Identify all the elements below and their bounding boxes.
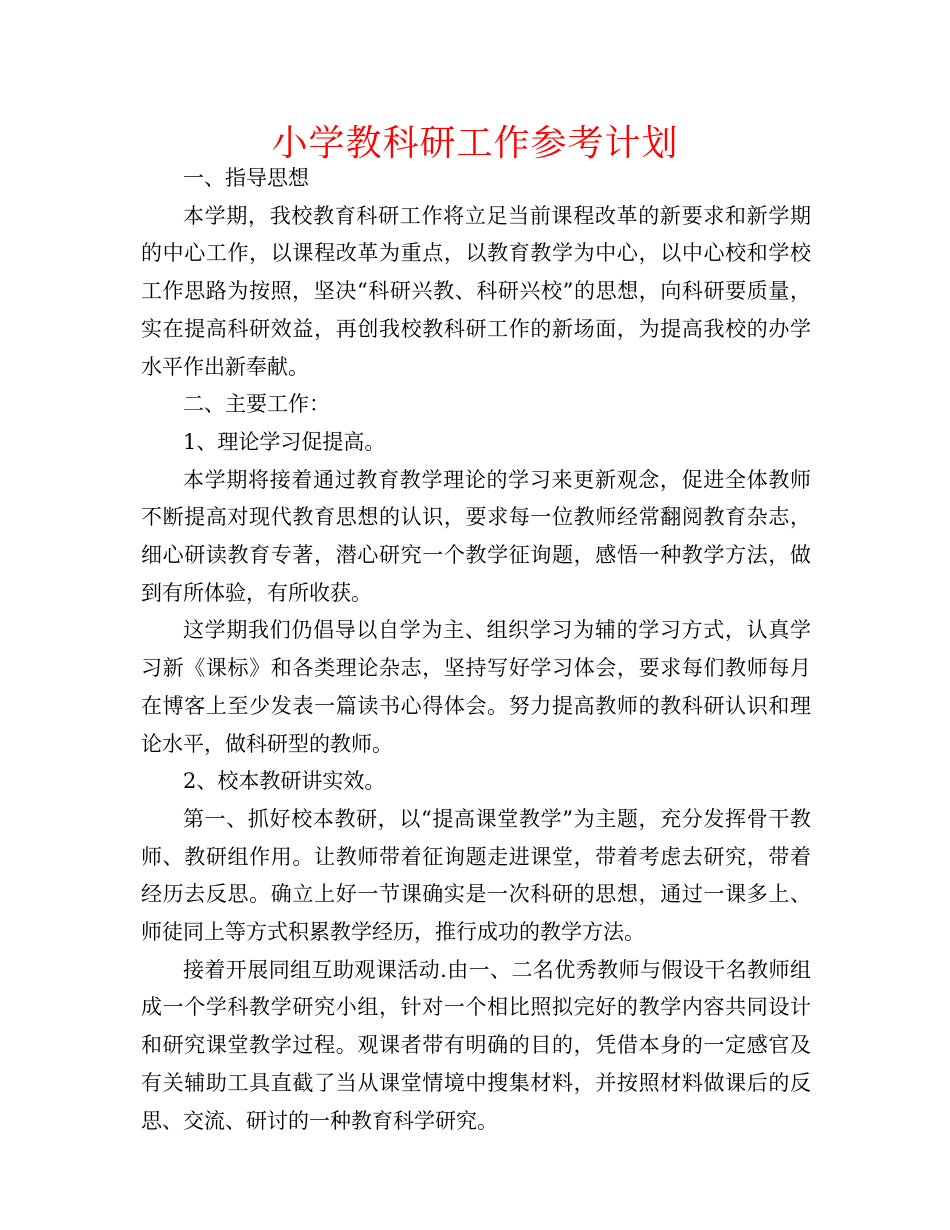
subheading-school-research: 2、校本教研讲实效。 bbox=[183, 769, 386, 794]
heading-guiding-ideology: 一、指导思想 bbox=[183, 166, 309, 190]
paragraph: 接着开展同组互助观课活动.由一、二名优秀教师与假设干名教师组成一个学科教学研究小组，针对一个相比照拟完好的教学内容共同设计和研究课堂教学过程。观课者带有明确的目的，凭借本身的一定感官及有关辅助工具直截了当从课堂情境中搜集材料，并按照材料做课后的反思、交流、研讨的一种教育科学研究。 bbox=[141, 957, 811, 1133]
document-body bbox=[141, 160, 811, 1140]
subheading-theory-study: 1、理论学习促提高。 bbox=[183, 429, 386, 454]
paragraph: 本学期，我校教育科研工作将立足当前课程改革的新要求和新学期的中心工作，以课程改革为重点，以教育教学为中心，以中心校和学校工作思路为按照，坚决“科研兴教、科研兴校”的思想，向科研要质量，实在提高科研效益，再创我校教科研工作的新场面，为提高我校的办学水平作出新奉献。 bbox=[141, 203, 811, 379]
page-title: 小学教科研工作参考计划 bbox=[271, 123, 679, 164]
paragraph: 本学期将接着通过教育教学理论的学习来更新观念，促进全体教师不断提高对现代教育思想的认识，要求每一位教师经常翻阅教育杂志，细心研读教育专著，潜心研究一个教学征询题，感悟一种教学方法，做到有所体验，有所收获。 bbox=[141, 467, 811, 605]
paragraph: 第一、抓好校本教研，以“提高课堂教学”为主题，充分发挥骨干教师、教研组作用。让教师带着征询题走进课堂，带着考虑去研究，带着经历去反思。确立上好一节课确实是一次科研的思想，通过一课多上、师徒同上等方式积累教学经历，推行成功的教学方法。 bbox=[141, 806, 811, 945]
paragraph: 这学期我们仍倡导以自学为主、组织学习为辅的学习方式，认真学习新《课标》和各类理论杂志，坚持写好学习体会，要求每们教师每月在博客上至少发表一篇读书心得体会。努力提高教师的教科研认识和理论水平，做科研型的教师。 bbox=[141, 618, 811, 756]
heading-main-work: 二、主要工作： bbox=[183, 392, 330, 417]
